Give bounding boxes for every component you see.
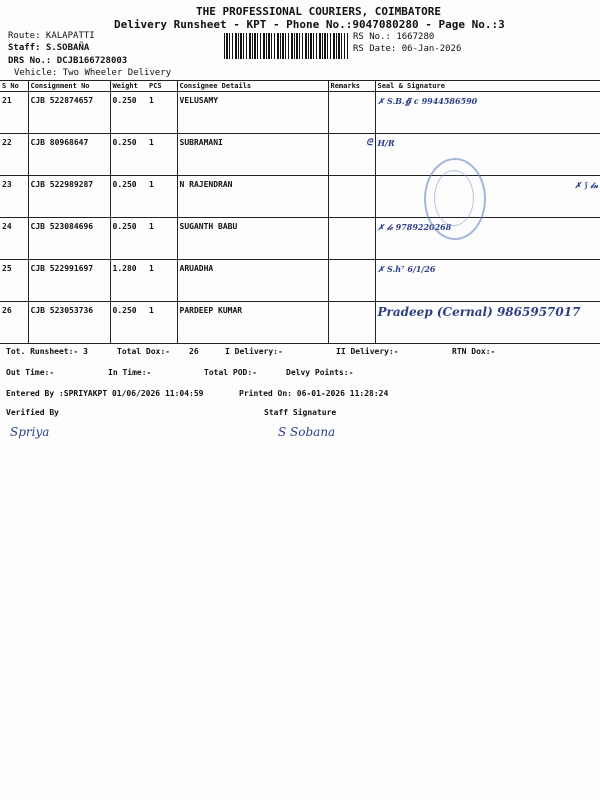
sno-cell: 21 bbox=[0, 92, 28, 134]
table-row bbox=[0, 218, 600, 260]
staff-label: Staff: S.SOBAÑA bbox=[8, 43, 90, 53]
out-time: Out Time:- bbox=[6, 368, 55, 377]
entered-by: Entered By :SPRIYAKPT 01/06/2026 11:04:59 bbox=[6, 389, 204, 398]
sno-cell: 23 bbox=[0, 176, 28, 218]
weight-cell: 0.250 bbox=[110, 218, 147, 260]
company-seal-inner-ring bbox=[434, 170, 474, 226]
remarks-cell bbox=[328, 302, 375, 344]
page-subtitle: Delivery Runsheet - KPT - Phone No.:9047080280 - Page No.:3 bbox=[114, 18, 505, 31]
pcs-cell: 1 bbox=[147, 302, 177, 344]
rs-date: RS Date: 06-Jan-2026 bbox=[353, 44, 462, 54]
signature-cell: ✗ S.h⁷ 6/1/26 bbox=[375, 260, 600, 302]
col-header: Consignee Details bbox=[177, 81, 328, 92]
consignment-cell: CJB 522874657 bbox=[28, 92, 110, 134]
remarks-cell: ᘓ bbox=[328, 134, 375, 176]
remarks-cell bbox=[328, 176, 375, 218]
consignee-cell: VELUSAMY bbox=[177, 92, 328, 134]
consignment-cell: CJB 80968647 bbox=[28, 134, 110, 176]
vehicle-label: Vehicle: Two Wheeler Delivery bbox=[14, 68, 172, 78]
table-row bbox=[0, 176, 600, 218]
sno-cell: 26 bbox=[0, 302, 28, 344]
signature-cell: H/R bbox=[375, 134, 600, 176]
runsheet-table bbox=[0, 80, 600, 344]
consignment-cell: CJB 522991697 bbox=[28, 260, 110, 302]
staff-signature-label: Staff Signature bbox=[264, 408, 337, 417]
pcs-cell: 1 bbox=[147, 218, 177, 260]
remarks-cell bbox=[328, 92, 375, 134]
remarks-cell bbox=[328, 260, 375, 302]
sno-cell: 24 bbox=[0, 218, 28, 260]
consignee-cell: ARUADHA bbox=[177, 260, 328, 302]
consignment-cell: CJB 523084696 bbox=[28, 218, 110, 260]
total-dox-label: Total Dox:- bbox=[117, 347, 170, 356]
verified-signature: Spriya bbox=[10, 425, 50, 439]
total-runsheet: Tot. Runsheet:- 3 bbox=[6, 347, 88, 356]
ii-delivery: II Delivery:- bbox=[336, 347, 399, 356]
route-label: Route: KALAPATTI bbox=[8, 31, 95, 41]
company-title: THE PROFESSIONAL COURIERS, COIMBATORE bbox=[196, 5, 442, 18]
col-header: Seal & Signature bbox=[375, 81, 600, 92]
table-header-row bbox=[0, 81, 600, 92]
consignee-cell: SUBRAMANI bbox=[177, 134, 328, 176]
consignee-cell: PARDEEP KUMAR bbox=[177, 302, 328, 344]
consignment-cell: CJB 522989287 bbox=[28, 176, 110, 218]
total-dox-value: 26 bbox=[189, 347, 199, 356]
barcode bbox=[224, 33, 348, 59]
weight-cell: 0.250 bbox=[110, 176, 147, 218]
weight-cell: 0.250 bbox=[110, 92, 147, 134]
col-header: PCS bbox=[147, 81, 177, 92]
sno-cell: 22 bbox=[0, 134, 28, 176]
consignee-cell: N RAJENDRAN bbox=[177, 176, 328, 218]
signature-cell: ✗ ⟆ 𝓁𝓃 bbox=[375, 176, 600, 218]
pcs-cell: 1 bbox=[147, 176, 177, 218]
signature-cell: ✗ S.B.∯ c 9944586590 bbox=[375, 92, 600, 134]
remarks-cell bbox=[328, 218, 375, 260]
table-row bbox=[0, 302, 600, 344]
pcs-cell: 1 bbox=[147, 92, 177, 134]
delvy-points: Delvy Points:- bbox=[286, 368, 354, 377]
table-row bbox=[0, 260, 600, 302]
rtn-dox: RTN Dox:- bbox=[452, 347, 496, 356]
rs-number: RS No.: 1667280 bbox=[353, 32, 435, 42]
total-pod: Total POD:- bbox=[204, 368, 257, 377]
consignment-cell: CJB 523053736 bbox=[28, 302, 110, 344]
consignee-cell: SUGANTH BABU bbox=[177, 218, 328, 260]
table-row bbox=[0, 92, 600, 134]
signature-cell: Pradeep (Cernal) 9865957017 bbox=[375, 302, 600, 344]
col-header: Weight bbox=[110, 81, 147, 92]
printed-on: Printed On: 06-01-2026 11:28:24 bbox=[239, 389, 389, 398]
weight-cell: 0.250 bbox=[110, 302, 147, 344]
staff-signature: S Sobana bbox=[278, 425, 336, 439]
col-header: Consignment No bbox=[28, 81, 110, 92]
pcs-cell: 1 bbox=[147, 134, 177, 176]
sno-cell: 25 bbox=[0, 260, 28, 302]
table-row bbox=[0, 134, 600, 176]
i-delivery: I Delivery:- bbox=[225, 347, 283, 356]
verified-by-label: Verified By bbox=[6, 408, 59, 417]
col-header: S No bbox=[0, 81, 28, 92]
col-header: Remarks bbox=[328, 81, 375, 92]
pcs-cell: 1 bbox=[147, 260, 177, 302]
drs-label: DRS No.: DCJB166728003 bbox=[8, 56, 128, 66]
weight-cell: 0.250 bbox=[110, 134, 147, 176]
in-time: In Time:- bbox=[108, 368, 152, 377]
signature-cell: ✗ 𝓁𝒸 9789220268 bbox=[375, 218, 600, 260]
weight-cell: 1.280 bbox=[110, 260, 147, 302]
